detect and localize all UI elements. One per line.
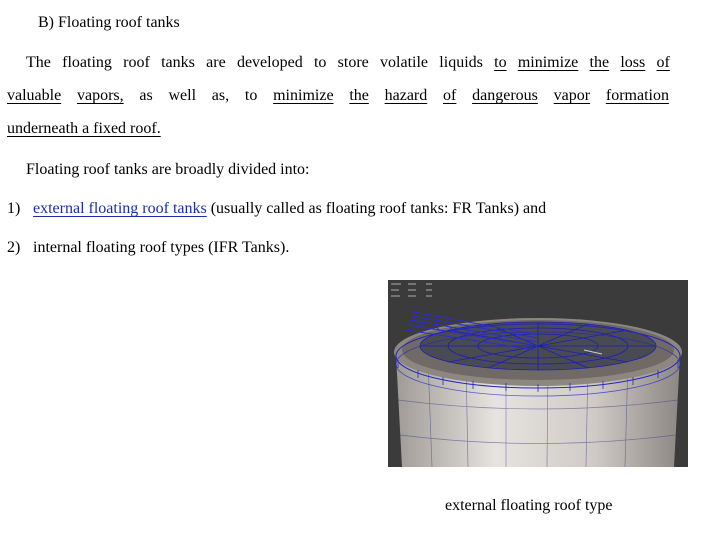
section-heading: B) Floating roof tanks	[38, 14, 180, 31]
paragraph-word: minimize	[273, 87, 334, 104]
list-item-1	[7, 199, 546, 219]
paragraph-word: volatile	[380, 54, 429, 71]
paragraph-word: to	[313, 54, 327, 71]
paragraph-word: well	[168, 87, 197, 104]
list-number: 1)	[7, 200, 21, 217]
paragraph-word: vapor	[553, 87, 591, 104]
paragraph-word: the	[589, 54, 610, 71]
paragraph-word: store	[337, 54, 369, 71]
paragraph-word: as,	[211, 87, 230, 104]
list-item-text: (usually called as floating roof tanks: FR Tanks) and	[206, 200, 547, 217]
paragraph-word: of	[443, 87, 457, 104]
paragraph-word: liquids	[439, 54, 483, 71]
list-number: 2)	[7, 239, 21, 256]
paragraph-line-1	[26, 53, 670, 73]
paragraph-word: dangerous	[472, 87, 538, 104]
paragraph-word: of	[656, 54, 670, 71]
list-intro: Floating roof tanks are broadly divided into:	[26, 161, 310, 178]
list-item-text: internal floating roof types (IFR Tanks).	[33, 239, 290, 256]
list-item-2	[7, 238, 289, 258]
paragraph-word: loss	[620, 54, 646, 71]
paragraph-word: tanks	[161, 54, 195, 71]
paragraph-word: developed	[236, 54, 303, 71]
floating-roof-tank-image	[388, 280, 688, 467]
paragraph-word: the	[349, 87, 369, 104]
paragraph-word: are	[206, 54, 226, 71]
paragraph-word: as	[139, 87, 153, 104]
paragraph-word: roof	[123, 54, 150, 71]
figure-caption: external floating roof type	[445, 497, 613, 514]
paragraph-word: floating	[62, 54, 112, 71]
paragraph-line-3: underneath a fixed roof.	[7, 120, 161, 137]
paragraph-word: The	[26, 54, 51, 71]
paragraph-word: formation	[605, 87, 669, 104]
external-floating-roof-link[interactable]: external floating roof tanks	[33, 200, 207, 217]
tank-render	[388, 280, 688, 467]
paragraph-word: vapors,	[76, 87, 124, 104]
paragraph-word: minimize	[517, 54, 579, 71]
paragraph-word: to	[494, 54, 507, 71]
paragraph-word: hazard	[384, 87, 428, 104]
paragraph-word: valuable	[7, 87, 62, 104]
paragraph-word: to	[244, 87, 258, 104]
paragraph-line-2	[7, 86, 669, 106]
